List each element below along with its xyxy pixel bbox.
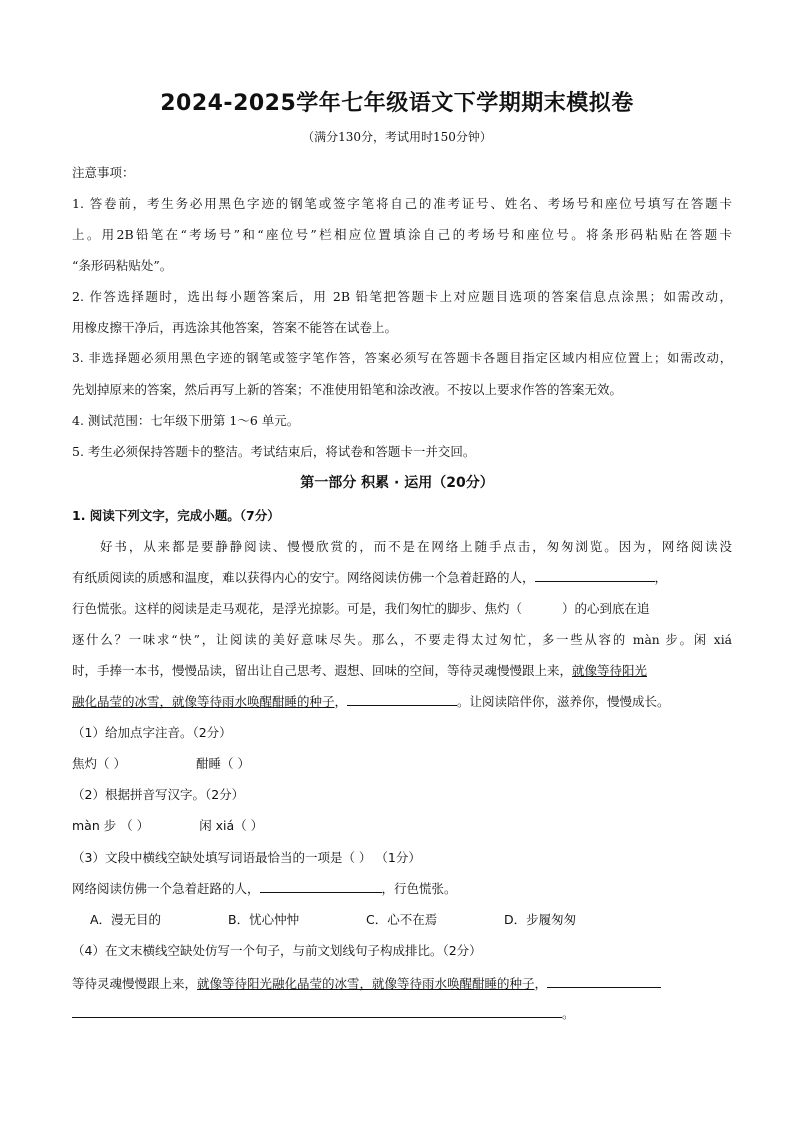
question-1-heading: 1. 阅读下列文字，完成小题。（7分） <box>72 508 280 523</box>
option-b[interactable]: B．忧心忡忡 <box>228 912 300 927</box>
passage-line-2 <box>72 568 732 586</box>
exam-subtitle: （满分130分，考试用时150分钟） <box>302 130 492 144</box>
sub-question-4-sentence <box>72 974 732 992</box>
notice-heading: 注意事项： <box>72 165 135 180</box>
notice-line-5: 用橡皮擦干净后，再选涂其他答案，答案不能答在试卷上。 <box>72 320 398 335</box>
sub-question-3-sentence <box>72 879 732 897</box>
underlined-sentence: 就像等待阳光 <box>572 663 648 678</box>
option-a[interactable]: A．漫无目的 <box>90 912 162 927</box>
options-row <box>90 910 750 928</box>
passage-text: 行色慌张。这样的阅读是走马观花，是浮光掠影。可是，我们匆忙的脚步、焦灼（ <box>72 601 523 616</box>
notice-line-1: 1. 答卷前，考生务必用黑色字迹的钢笔或签字笔将自己的准考证号、姓名、考场号和座位号填写在答题卡 <box>72 196 732 211</box>
notice-line-7: 先划掉原来的答案，然后再写上新的答案；不准使用铅笔和涂改液。不按以上要求作答的答案无效。 <box>72 382 623 397</box>
sub-question-3: （3）文段中横线空缺处填写词语最恰当的一项是（ ） （1分） <box>72 850 421 865</box>
sub-question-4: （4）在文末横线空缺处仿写一个句子，与前文划线句子构成排比。（2分） <box>72 943 482 958</box>
sentence-text: ，行色慌张。 <box>381 881 457 896</box>
sentence-blank <box>260 879 382 893</box>
passage-blank-1[interactable] <box>535 568 655 582</box>
answer-jiaozhuo[interactable]: 焦灼（ ） <box>72 756 126 771</box>
sub-question-4-answer-line <box>72 1004 732 1022</box>
passage-line-1: 好书，从来都是要静静阅读、慢慢欣赏的，而不是在网络上随手点击，匆匆浏览。因为，网络阅读没 <box>100 539 732 554</box>
sub-question-2-items <box>72 816 732 834</box>
passage-blank-2[interactable] <box>347 692 457 706</box>
passage-text: ）的心到底在追 <box>562 601 650 616</box>
underlined-sentence: 就像等待阳光融化晶莹的冰雪，就像等待雨水唤醒酣睡的种子 <box>197 976 535 991</box>
answer-man-bu[interactable]: màn 步 （ ） <box>72 818 150 833</box>
answer-hanshui[interactable]: 酣睡（ ） <box>195 756 250 771</box>
passage-text: 有纸质阅读的质感和温度，难以获得内心的安宁。网络阅读仿佛一个急着赶路的人， <box>72 570 535 585</box>
answer-blank-1[interactable] <box>547 974 661 988</box>
sentence-text: 等待灵魂慢慢跟上来， <box>72 976 198 991</box>
passage-line-5 <box>72 661 732 679</box>
sentence-text: 网络阅读仿佛一个急着赶路的人， <box>72 881 260 896</box>
option-d[interactable]: D．步履匆匆 <box>504 912 577 927</box>
underlined-sentence: 融化晶莹的冰雪，就像等待雨水唤醒酣睡的种子 <box>72 694 335 709</box>
passage-text: 时，手捧一本书，慢慢品读，留出让自己思考、遐想、回味的空间，等待灵魂慢慢跟上来， <box>72 663 573 678</box>
passage-text: ， <box>654 570 668 585</box>
notice-line-4: 2. 作答选择题时，选出每小题答案后，用 2B 铅笔把答题卡上对应题目选项的答案信息点涂黑；如需改动， <box>72 289 732 304</box>
notice-line-9: 5. 考生必须保持答题卡的整洁。考试结束后，将试卷和答题卡一并交回。 <box>72 444 476 459</box>
option-c[interactable]: C．心不在焉 <box>366 912 438 927</box>
sentence-end: 。 <box>562 1006 575 1021</box>
sub-question-1: （1）给加点字注音。（2分） <box>72 725 232 740</box>
section-heading: 第一部分 积累 · 运用（20分） <box>300 475 494 491</box>
notice-line-2: 上。用2B铅笔在“考场号”和“座位号”栏相应位置填涂自己的考场号和座位号。将条形码粘贴在答题卡 <box>72 227 732 242</box>
exam-title: 2024-2025学年七年级语文下学期期末模拟卷 <box>160 91 634 116</box>
notice-line-8: 4. 测试范围：七年级下册第 1～6 单元。 <box>72 413 300 428</box>
sub-question-1-items <box>72 754 732 772</box>
passage-line-4: 逐什么？一味求“快”，让阅读的美好意味尽失。那么，不要走得太过匆忙，多一些从容的 màn 步。闲 xiá <box>72 633 732 647</box>
passage-line-6 <box>72 692 732 710</box>
answer-blank-2[interactable] <box>72 1004 562 1018</box>
passage-text: 。让阅读陪伴你，滋养你，慢慢成长。 <box>457 694 670 709</box>
notice-line-3: “条形码粘贴处”。 <box>72 258 173 273</box>
passage-line-3 <box>72 599 732 617</box>
passage-text: ， <box>334 694 348 709</box>
answer-xian-xia[interactable]: 闲 xiá（ ） <box>199 818 264 833</box>
sub-question-2: （2）根据拼音写汉字。（2分） <box>72 787 245 802</box>
sentence-text: ， <box>534 976 548 991</box>
notice-line-6: 3. 非选择题必须用黑色字迹的钢笔或签字笔作答，答案必须写在答题卡各题目指定区域内相应位置上；如需改动， <box>72 351 732 365</box>
